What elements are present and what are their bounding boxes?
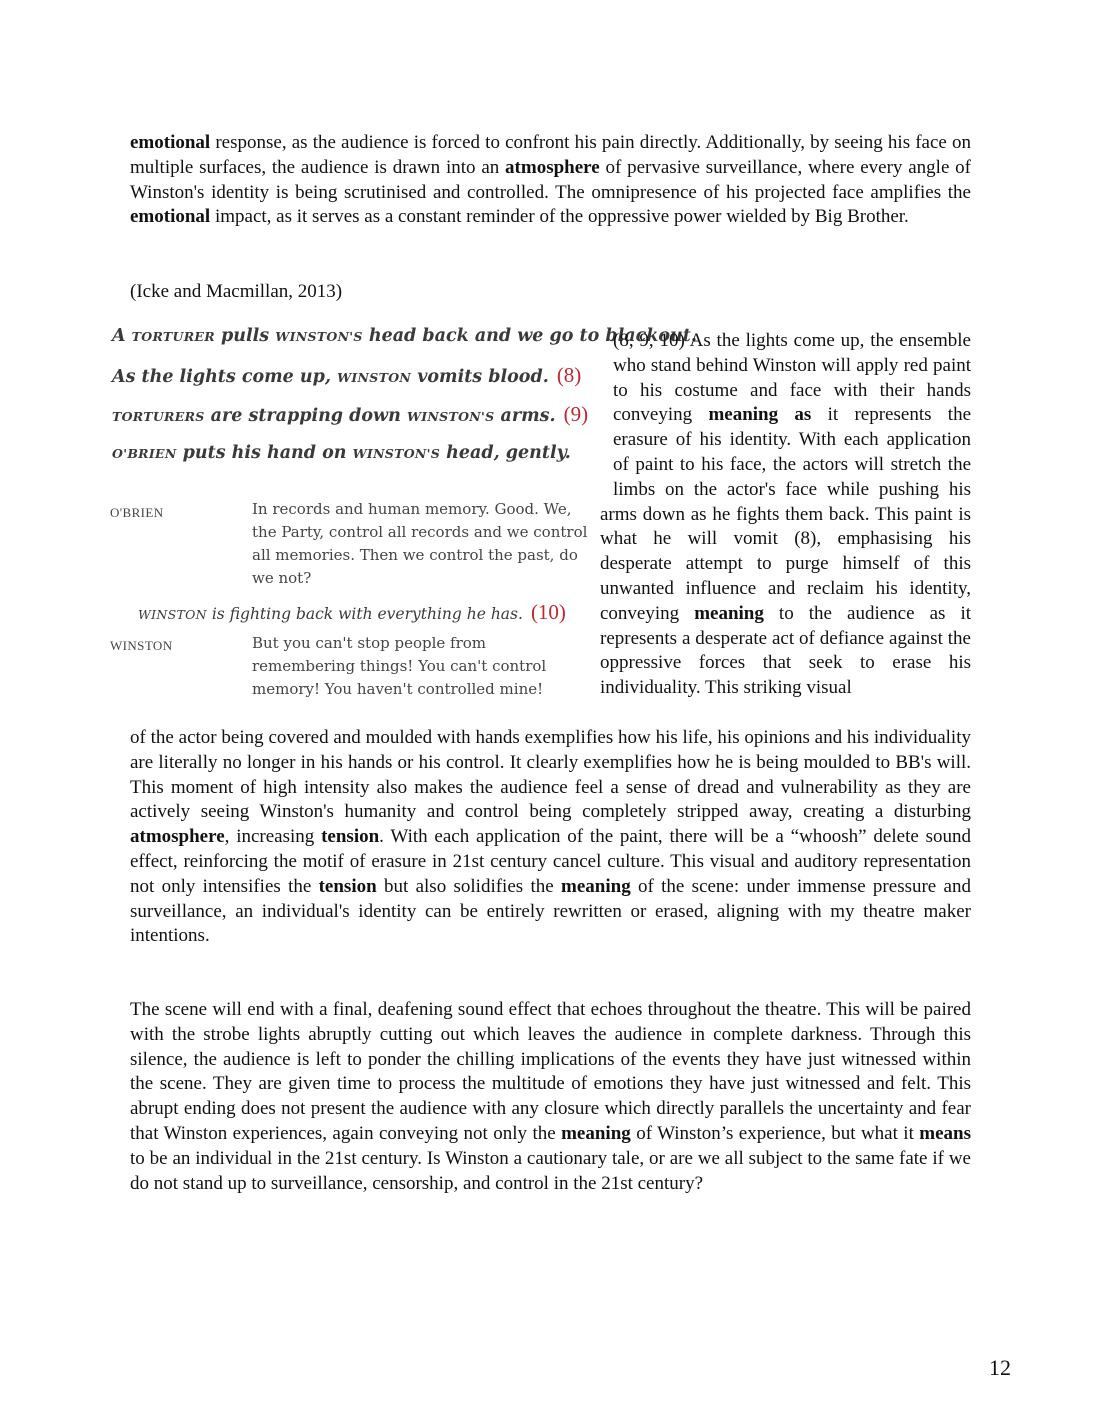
character-name: WINSTON (138, 607, 207, 622)
stage-direction-text: As the lights come up, (112, 367, 338, 387)
stage-direction-text: are strapping down (204, 406, 407, 426)
stage-direction-5 (138, 600, 566, 625)
paragraph-analysis (130, 726, 971, 949)
character-name: TORTURERS (112, 409, 205, 424)
page-number: 12 (989, 1355, 1011, 1380)
stage-direction-4 (112, 443, 571, 463)
stage-direction-text: A (112, 326, 132, 346)
annotation-number: (10) (530, 600, 566, 624)
character-name: WINSTON (337, 370, 412, 385)
stage-direction-3 (112, 402, 588, 427)
keyword-emotional: emotional (130, 206, 211, 228)
stage-direction-text: arms. (494, 406, 556, 426)
paragraph-text: to the audience as it represents a desperate act of defiance against the oppressive forces that seek to erase his individuality. This striking visual (600, 602, 971, 699)
keyword-means: means (919, 1122, 972, 1144)
character-name: TORTURER (131, 329, 215, 344)
citation: (Icke and Macmillan, 2013) (130, 281, 343, 302)
character-name: WINSTON'S (275, 329, 363, 344)
speaker-winston: WINSTON (110, 638, 173, 653)
keyword-meaning-as: meaning as (708, 404, 812, 426)
speaker-obrien: O'BRIEN (110, 505, 164, 520)
paragraph-text: it represents the erasure of his identity. With each application of paint to his face, the actors will stretch the limbs on the actor's face while pushing his arms down as he fights them back. This paint is what he will vomit (8), emphasising his desperate attempt to purge himself of this unwanted influence and reclaim his identity, conveying (600, 404, 971, 624)
keyword-tension: tension (318, 875, 377, 897)
paragraph-text: impact, as it serves as a constant reminder of the oppressive power wielded by Big Brother. (210, 206, 909, 228)
dialogue-line-winston: But you can't stop people from remembering things! You can't control memory! You haven't controlled mine! (252, 634, 547, 698)
paragraph-text: , increasing (224, 826, 322, 848)
stage-direction-text: is fighting back with everything he has. (206, 605, 523, 623)
right-column-text (600, 329, 971, 701)
indent-spacer (600, 329, 613, 478)
keyword-meaning: meaning (561, 1122, 631, 1144)
paragraph-text: of the scene: under immense pressure and surveillance, an individual's identity can be entirely rewritten or erased, aligning with my theatre maker intentions. (130, 875, 971, 947)
paragraph-conclusion (130, 998, 971, 1196)
keyword-atmosphere: atmosphere (130, 826, 225, 848)
stage-direction-text: head back and we go to blackout. (362, 326, 697, 346)
stage-direction-text: head, gently. (440, 443, 571, 463)
paragraph-text: but also solidifies the (376, 875, 562, 897)
paragraph-text: response, as the audience is forced to confront his pain directly. Additionally, by seeing his face on multiple surfaces, the audience is drawn into an (130, 132, 971, 178)
character-name: WINSTON'S (406, 409, 495, 424)
paragraph-text: of Winston’s experience, but what it (630, 1122, 920, 1144)
character-name: O'BRIEN (112, 446, 177, 461)
stage-direction-2 (112, 363, 581, 388)
annotation-number: (9) (563, 402, 589, 426)
character-name: WINSTON'S (352, 446, 441, 461)
keyword-atmosphere: atmosphere (505, 156, 600, 178)
paragraph-text: to be an individual in the 21st century. Is Winston a cautionary tale, or are we all subject to the same fate if we do not stand up to surveillance, censorship, and control in the 21st century? (130, 1147, 971, 1194)
stage-direction-text: pulls (214, 326, 276, 346)
keyword-meaning: meaning (561, 875, 631, 897)
dialogue-line-obrien: In records and human memory. Good. We, the Party, control all records and we control all memories. Then we control the past, do we not? (252, 500, 588, 587)
paragraph-text: of pervasive surveillance, where every angle of Winston's identity is being scrutinised and controlled. The omnipresence of his projected face amplifies the (130, 156, 971, 203)
keyword-tension: tension (321, 826, 380, 848)
script-excerpt (108, 322, 697, 707)
paragraph-text: . With each application of the paint, there will be a “whoosh” delete sound effect, reinforcing the motif of erasure in 21st century cancel culture. This visual and auditory representation not only intensifies the (130, 826, 971, 897)
paragraph-intro (130, 131, 971, 230)
paragraph-text: (8, 9, 10) As the lights come up, the ensemble who stand behind Winston will apply red paint to his costume and face with their hands conveying (613, 330, 971, 426)
right-column-paragraph (600, 329, 971, 701)
keyword-emotional: emotional (130, 132, 211, 153)
stage-direction-text: vomits blood. (411, 367, 549, 387)
paragraph-text: of the actor being covered and moulded with hands exemplifies how his life, his opinions and his individuality are literally no longer in his hands or his control. It clearly exemplifies how he is being moulded to BB's will. This moment of high intensity also makes the audience feel a sense of dread and vulnerability as they are actively seeing Winston's humanity and control being completely stripped away, creating a disturbing (130, 727, 971, 823)
paragraph-text: The scene will end with a final, deafening sound effect that echoes throughout the theatre. This will be paired with the strobe lights abruptly cutting out which leaves the audience in complete darkness. Through this silence, the audience is left to ponder the chilling implications of the events they have just witnessed within the scene. They are given time to process the multitude of emotions they have just witnessed and felt. This abrupt ending does not present the audience with any closure which directly parallels the uncertainty and fear that Winston experiences, again conveying not only the (130, 999, 971, 1144)
stage-direction-text: puts his hand on (176, 443, 353, 463)
keyword-meaning: meaning (694, 602, 764, 624)
annotation-number: (8) (556, 363, 582, 387)
